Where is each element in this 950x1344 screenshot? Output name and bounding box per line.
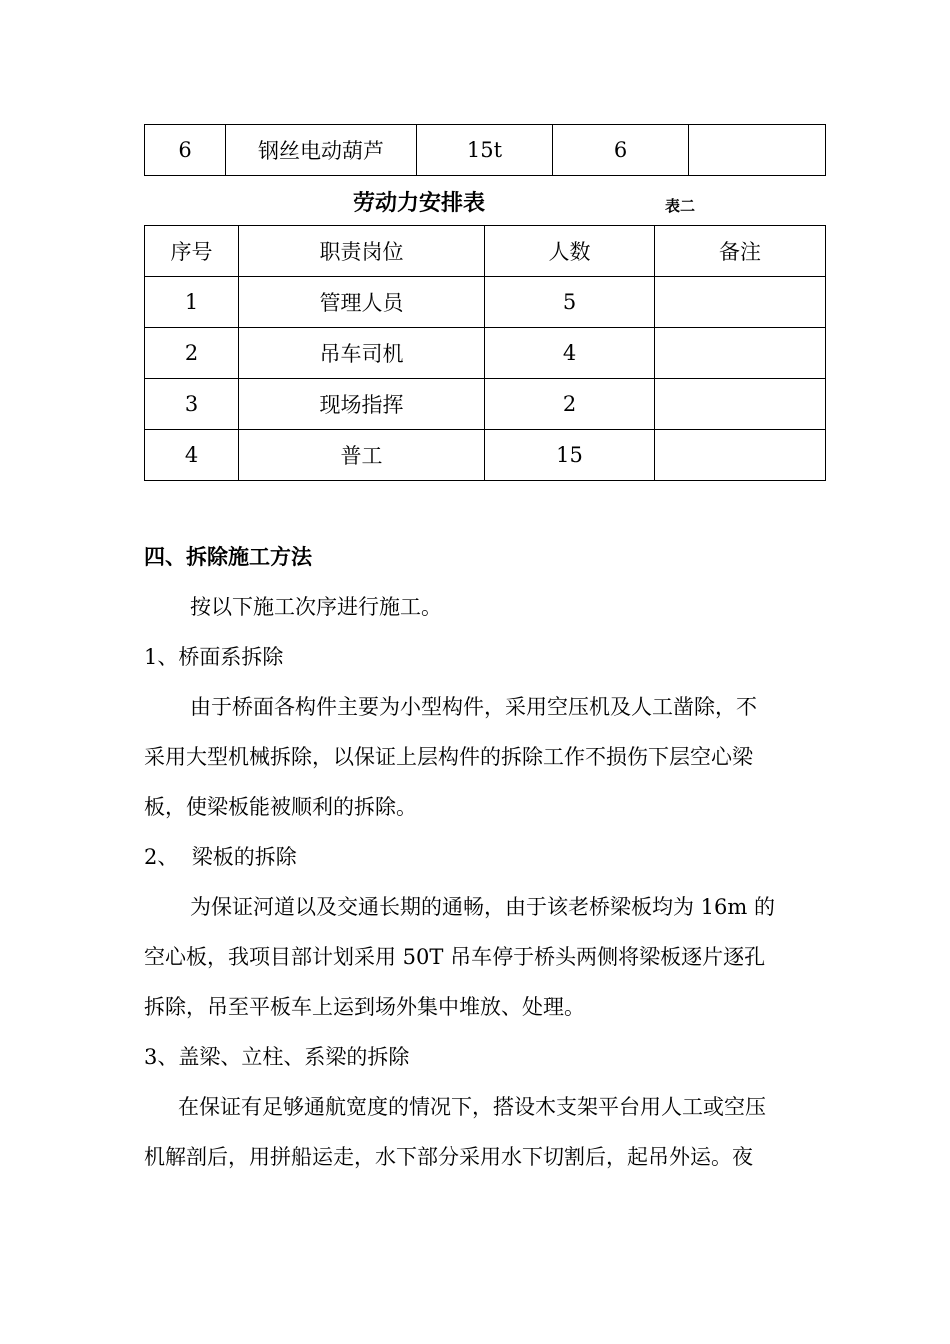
equipment-qty: 6 xyxy=(553,125,689,176)
row-note xyxy=(655,328,826,379)
column-header: 备注 xyxy=(655,226,826,277)
column-header: 职责岗位 xyxy=(239,226,485,277)
equipment-no: 6 xyxy=(145,125,226,176)
equipment-name: 钢丝电动葫芦 xyxy=(226,125,417,176)
paragraph-line: 空心板，我项目部计划采用 50T 吊车停于桥头两侧将梁板逐片逐孔 xyxy=(144,945,766,969)
row-note xyxy=(655,277,826,328)
row-note xyxy=(655,379,826,430)
row-no: 3 xyxy=(145,379,239,430)
column-header: 序号 xyxy=(145,226,239,277)
row-no: 1 xyxy=(145,277,239,328)
paragraph-line: 在保证有足够通航宽度的情况下，搭设木支架平台用人工或空压 xyxy=(178,1095,766,1119)
table-header-row xyxy=(145,226,826,277)
table-row xyxy=(145,430,826,481)
paragraph-line: 采用大型机械拆除，以保证上层构件的拆除工作不损伤下层空心梁 xyxy=(144,745,753,769)
table-row xyxy=(145,277,826,328)
column-header: 人数 xyxy=(485,226,655,277)
row-role: 现场指挥 xyxy=(239,379,485,430)
paragraph-line: 为保证河道以及交通长期的通畅，由于该老桥梁板均为 16m 的 xyxy=(190,895,775,919)
labor-table-tag: 表二 xyxy=(665,197,696,215)
section-heading: 四、拆除施工方法 xyxy=(144,544,312,569)
labor-table-title: 劳动力安排表 xyxy=(353,190,486,216)
subsection-2-title: 2、 梁板的拆除 xyxy=(144,845,297,869)
subsection-1-title: 1、桥面系拆除 xyxy=(144,645,284,669)
row-no: 4 xyxy=(145,430,239,481)
table-row xyxy=(145,379,826,430)
row-count: 4 xyxy=(485,328,655,379)
equipment-note xyxy=(689,125,826,176)
row-count: 5 xyxy=(485,277,655,328)
paragraph-line: 机解剖后，用拼船运走，水下部分采用水下切割后，起吊外运。夜 xyxy=(144,1145,753,1169)
equipment-table xyxy=(144,124,826,176)
paragraph-line: 由于桥面各构件主要为小型构件，采用空压机及人工凿除，不 xyxy=(190,695,757,719)
subsection-3-title: 3、盖梁、立柱、系梁的拆除 xyxy=(144,1045,410,1069)
equipment-spec: 15t xyxy=(417,125,553,176)
paragraph-line: 板，使梁板能被顺利的拆除。 xyxy=(144,795,417,819)
row-count: 15 xyxy=(485,430,655,481)
intro-paragraph: 按以下施工次序进行施工。 xyxy=(190,595,442,619)
row-role: 吊车司机 xyxy=(239,328,485,379)
row-role: 管理人员 xyxy=(239,277,485,328)
table-row xyxy=(145,328,826,379)
row-note xyxy=(655,430,826,481)
row-count: 2 xyxy=(485,379,655,430)
row-role: 普工 xyxy=(239,430,485,481)
paragraph-line: 拆除，吊至平板车上运到场外集中堆放、处理。 xyxy=(144,995,585,1019)
labor-table xyxy=(144,225,826,481)
table-row xyxy=(145,125,826,176)
row-no: 2 xyxy=(145,328,239,379)
